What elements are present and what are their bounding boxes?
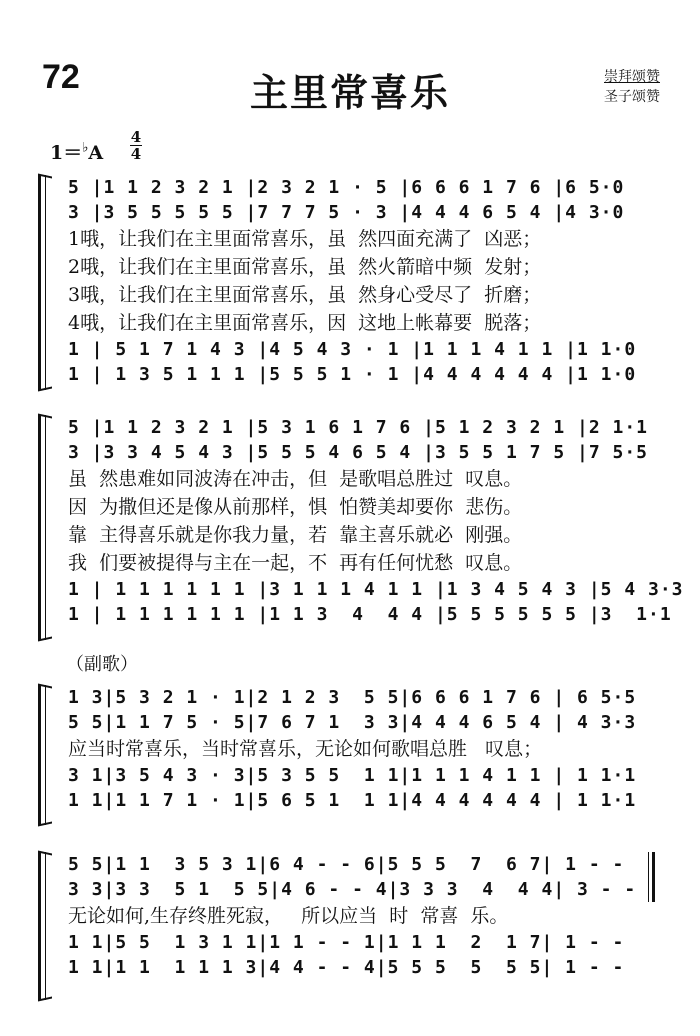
final-barline — [652, 852, 655, 902]
lyric-chorus: 无论如何,生存终胜死寂， 所以应当 时 常喜 乐。 — [68, 905, 509, 927]
system-bracket — [38, 415, 41, 640]
system-bracket — [38, 175, 41, 390]
lyric-verse-3: 3哦，让我们在主里面常喜乐，虽 然身心受尽了 折磨； — [68, 284, 542, 306]
system-1 — [68, 175, 668, 387]
bass-line: 1 | 1 1 1 1 1 1 |1 1 3 4 4 4 |5 5 5 5 5 5 |3 1·1 — [68, 604, 672, 625]
source-1: 崇拜颂赞 — [604, 69, 660, 85]
system-bracket — [38, 852, 41, 1000]
alto-line: 3 3|3 3 5 1 5 5|4 6 - - 4|3 3 3 4 4 4| 3 - - — [68, 879, 637, 900]
system-3 — [68, 685, 668, 813]
soprano-line: 5 5|1 1 3 5 3 1|6 4 - - 6|5 5 5 7 6 7| 1 - - — [68, 854, 625, 875]
alto-line: 3 |3 5 5 5 5 5 |7 7 7 5 · 3 |4 4 4 6 5 4 |4 3·0 — [68, 202, 625, 223]
lyric-verse-2: 因 为撒但还是像从前那样，惧 怕赞美却要你 悲伤。 — [68, 496, 523, 518]
lyric-verse-1: 1哦，让我们在主里面常喜乐，虽 然四面充满了 凶恶； — [68, 228, 542, 250]
tenor-line: 1 1|5 5 1 3 1 1|1 1 - - 1|1 1 1 2 1 7| 1 - - — [68, 932, 625, 953]
lyric-verse-1: 虽 然患难如同波涛在冲击，但 是歌唱总胜过 叹息。 — [68, 468, 523, 490]
lyric-verse-4: 我 们要被提得与主在一起，不 再有任何忧愁 叹息。 — [68, 552, 523, 574]
time-signature — [130, 130, 142, 161]
lyric-verse-2: 2哦，让我们在主里面常喜乐，虽 然火箭暗中频 发射； — [68, 256, 542, 278]
hymn-title: 主里常喜乐 — [249, 70, 450, 115]
lyric-chorus: 应当时常喜乐，当时常喜乐，无论如何歌唱总胜 叹息； — [68, 738, 543, 760]
soprano-line: 5 |1 1 2 3 2 1 |2 3 2 1 · 5 |6 6 6 1 7 6 |6 5·0 — [68, 177, 625, 198]
soprano-line: 1 3|5 3 2 1 · 1|2 1 2 3 5 5|6 6 6 1 7 6 | 6 5·5 — [68, 687, 637, 708]
key-signature — [50, 138, 103, 165]
bass-line: 1 1|1 1 1 1 1 3|4 4 - - 4|5 5 5 5 5 5| 1 - - — [68, 957, 625, 978]
lyric-verse-3: 靠 主得喜乐就是你我力量，若 靠主喜乐就必 刚强。 — [68, 524, 523, 546]
tenor-line: 1 | 1 1 1 1 1 1 |3 1 1 1 4 1 1 |1 3 4 5 4 3 |5 4 3·3 — [68, 579, 684, 600]
time-numerator: 4 — [130, 128, 142, 146]
time-denominator: 4 — [130, 145, 142, 163]
chorus-label: （副歌） — [66, 654, 138, 675]
source-2: 圣子颂赞 — [604, 89, 660, 105]
lyric-verse-4: 4哦，让我们在主里面常喜乐，因 这地上帐幕要 脱落； — [68, 312, 542, 334]
alto-line: 3 |3 3 4 5 4 3 |5 5 5 4 6 5 4 |3 5 5 1 7 5 |7 5·5 — [68, 442, 649, 463]
system-4 — [68, 852, 668, 980]
system-2 — [68, 415, 684, 627]
tenor-line: 1 | 5 1 7 1 4 3 |4 5 4 3 · 1 |1 1 1 4 1 1 |1 1·0 — [68, 339, 637, 360]
tenor-line: 3 1|3 5 4 3 · 3|5 3 5 5 1 1|1 1 1 4 1 1 | 1 1·1 — [68, 765, 637, 786]
key-label: 1＝ — [50, 142, 83, 164]
bass-line: 1 | 1 3 5 1 1 1 |5 5 5 1 · 1 |4 4 4 4 4 4 |1 1·0 — [68, 364, 637, 385]
bass-line: 1 1|1 1 7 1 · 1|5 6 5 1 1 1|4 4 4 4 4 4 | 1 1·1 — [68, 790, 637, 811]
system-bracket — [38, 685, 41, 825]
flat-sign: ♭ — [82, 140, 89, 156]
soprano-line: 5 |1 1 2 3 2 1 |5 3 1 6 1 7 6 |5 1 2 3 2 1 |2 1·1 — [68, 417, 649, 438]
hymn-number: 72 — [42, 58, 80, 96]
alto-line: 5 5|1 1 7 5 · 5|7 6 7 1 3 3|4 4 4 6 5 4 | 4 3·3 — [68, 712, 637, 733]
key-note: A — [88, 142, 104, 164]
